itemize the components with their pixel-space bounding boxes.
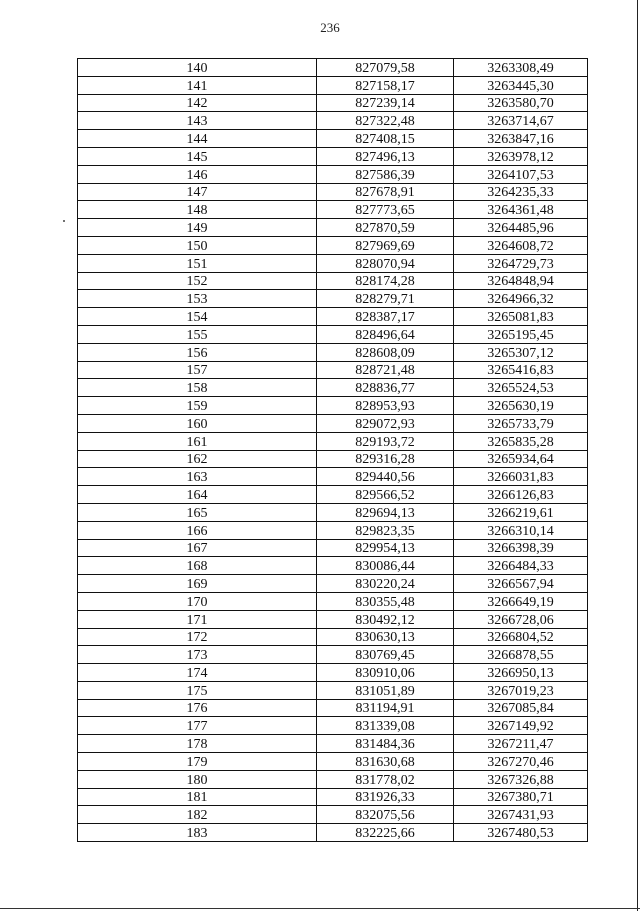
table-row xyxy=(78,610,588,628)
y-coordinate-cell: 3266126,83 xyxy=(454,486,588,504)
y-coordinate-cell: 3266728,06 xyxy=(454,610,588,628)
x-coordinate-cell: 829316,28 xyxy=(317,450,454,468)
point-number-cell: 161 xyxy=(78,432,317,450)
y-coordinate-cell: 3263308,49 xyxy=(454,59,588,77)
y-coordinate-cell: 3267270,46 xyxy=(454,753,588,771)
x-coordinate-cell: 829823,35 xyxy=(317,521,454,539)
y-coordinate-cell: 3264729,73 xyxy=(454,254,588,272)
point-number-cell: 154 xyxy=(78,308,317,326)
point-number-cell: 179 xyxy=(78,753,317,771)
point-number-cell: 156 xyxy=(78,343,317,361)
x-coordinate-cell: 830630,13 xyxy=(317,628,454,646)
x-coordinate-cell: 829440,56 xyxy=(317,468,454,486)
x-coordinate-cell: 829072,93 xyxy=(317,414,454,432)
table-row xyxy=(78,486,588,504)
table-row xyxy=(78,59,588,77)
table-row xyxy=(78,379,588,397)
y-coordinate-cell: 3266031,83 xyxy=(454,468,588,486)
x-coordinate-cell: 830086,44 xyxy=(317,557,454,575)
point-number-cell: 151 xyxy=(78,254,317,272)
y-coordinate-cell: 3264107,53 xyxy=(454,165,588,183)
y-coordinate-cell: 3267211,47 xyxy=(454,735,588,753)
point-number-cell: 171 xyxy=(78,610,317,628)
point-number-cell: 163 xyxy=(78,468,317,486)
point-number-cell: 142 xyxy=(78,94,317,112)
point-number-cell: 148 xyxy=(78,201,317,219)
y-coordinate-cell: 3266310,14 xyxy=(454,521,588,539)
point-number-cell: 145 xyxy=(78,147,317,165)
y-coordinate-cell: 3267431,93 xyxy=(454,806,588,824)
y-coordinate-cell: 3264485,96 xyxy=(454,219,588,237)
x-coordinate-cell: 827586,39 xyxy=(317,165,454,183)
y-coordinate-cell: 3265081,83 xyxy=(454,308,588,326)
point-number-cell: 157 xyxy=(78,361,317,379)
y-coordinate-cell: 3265195,45 xyxy=(454,325,588,343)
point-number-cell: 144 xyxy=(78,130,317,148)
point-number-cell: 182 xyxy=(78,806,317,824)
table-row xyxy=(78,414,588,432)
y-coordinate-cell: 3264235,33 xyxy=(454,183,588,201)
y-coordinate-cell: 3264608,72 xyxy=(454,236,588,254)
y-coordinate-cell: 3263714,67 xyxy=(454,112,588,130)
table-row xyxy=(78,503,588,521)
y-coordinate-cell: 3264848,94 xyxy=(454,272,588,290)
point-number-cell: 174 xyxy=(78,664,317,682)
table-row xyxy=(78,325,588,343)
point-number-cell: 167 xyxy=(78,539,317,557)
point-number-cell: 141 xyxy=(78,76,317,94)
point-number-cell: 172 xyxy=(78,628,317,646)
x-coordinate-cell: 831051,89 xyxy=(317,681,454,699)
y-coordinate-cell: 3265416,83 xyxy=(454,361,588,379)
x-coordinate-cell: 828174,28 xyxy=(317,272,454,290)
point-number-cell: 150 xyxy=(78,236,317,254)
table-row xyxy=(78,788,588,806)
x-coordinate-cell: 831926,33 xyxy=(317,788,454,806)
x-coordinate-cell: 827239,14 xyxy=(317,94,454,112)
page-edge-right xyxy=(637,0,638,911)
y-coordinate-cell: 3267326,88 xyxy=(454,770,588,788)
table-row xyxy=(78,539,588,557)
x-coordinate-cell: 828070,94 xyxy=(317,254,454,272)
y-coordinate-cell: 3263847,16 xyxy=(454,130,588,148)
point-number-cell: 160 xyxy=(78,414,317,432)
y-coordinate-cell: 3265733,79 xyxy=(454,414,588,432)
table-row xyxy=(78,699,588,717)
y-coordinate-cell: 3264361,48 xyxy=(454,201,588,219)
y-coordinate-cell: 3266567,94 xyxy=(454,575,588,593)
x-coordinate-cell: 828496,64 xyxy=(317,325,454,343)
table-row xyxy=(78,76,588,94)
x-coordinate-cell: 831630,68 xyxy=(317,753,454,771)
point-number-cell: 155 xyxy=(78,325,317,343)
y-coordinate-cell: 3267085,84 xyxy=(454,699,588,717)
table-row xyxy=(78,681,588,699)
coordinates-table-body xyxy=(78,59,588,842)
point-number-cell: 175 xyxy=(78,681,317,699)
point-number-cell: 162 xyxy=(78,450,317,468)
x-coordinate-cell: 829954,13 xyxy=(317,539,454,557)
x-coordinate-cell: 830355,48 xyxy=(317,592,454,610)
x-coordinate-cell: 828721,48 xyxy=(317,361,454,379)
table-row xyxy=(78,397,588,415)
point-number-cell: 166 xyxy=(78,521,317,539)
y-coordinate-cell: 3267380,71 xyxy=(454,788,588,806)
point-number-cell: 169 xyxy=(78,575,317,593)
x-coordinate-cell: 831339,08 xyxy=(317,717,454,735)
scan-speck xyxy=(63,220,65,222)
table-row xyxy=(78,290,588,308)
x-coordinate-cell: 831194,91 xyxy=(317,699,454,717)
x-coordinate-cell: 827322,48 xyxy=(317,112,454,130)
x-coordinate-cell: 830769,45 xyxy=(317,646,454,664)
point-number-cell: 181 xyxy=(78,788,317,806)
x-coordinate-cell: 827870,59 xyxy=(317,219,454,237)
x-coordinate-cell: 832075,56 xyxy=(317,806,454,824)
x-coordinate-cell: 827678,91 xyxy=(317,183,454,201)
x-coordinate-cell: 829694,13 xyxy=(317,503,454,521)
point-number-cell: 170 xyxy=(78,592,317,610)
table-row xyxy=(78,219,588,237)
table-row xyxy=(78,628,588,646)
table-row xyxy=(78,147,588,165)
table-row xyxy=(78,664,588,682)
y-coordinate-cell: 3266878,55 xyxy=(454,646,588,664)
x-coordinate-cell: 832225,66 xyxy=(317,824,454,842)
x-coordinate-cell: 827158,17 xyxy=(317,76,454,94)
table-row xyxy=(78,432,588,450)
x-coordinate-cell: 827496,13 xyxy=(317,147,454,165)
x-coordinate-cell: 828953,93 xyxy=(317,397,454,415)
y-coordinate-cell: 3267480,53 xyxy=(454,824,588,842)
x-coordinate-cell: 829193,72 xyxy=(317,432,454,450)
table-row xyxy=(78,806,588,824)
point-number-cell: 177 xyxy=(78,717,317,735)
point-number-cell: 152 xyxy=(78,272,317,290)
y-coordinate-cell: 3266398,39 xyxy=(454,539,588,557)
table-row xyxy=(78,646,588,664)
y-coordinate-cell: 3265307,12 xyxy=(454,343,588,361)
x-coordinate-cell: 830492,12 xyxy=(317,610,454,628)
y-coordinate-cell: 3266950,13 xyxy=(454,664,588,682)
table-row xyxy=(78,450,588,468)
point-number-cell: 176 xyxy=(78,699,317,717)
x-coordinate-cell: 827408,15 xyxy=(317,130,454,148)
table-row xyxy=(78,753,588,771)
point-number-cell: 159 xyxy=(78,397,317,415)
y-coordinate-cell: 3266219,61 xyxy=(454,503,588,521)
point-number-cell: 158 xyxy=(78,379,317,397)
x-coordinate-cell: 828279,71 xyxy=(317,290,454,308)
table-row xyxy=(78,94,588,112)
table-row xyxy=(78,201,588,219)
point-number-cell: 180 xyxy=(78,770,317,788)
x-coordinate-cell: 830910,06 xyxy=(317,664,454,682)
x-coordinate-cell: 827079,58 xyxy=(317,59,454,77)
y-coordinate-cell: 3263978,12 xyxy=(454,147,588,165)
y-coordinate-cell: 3263445,30 xyxy=(454,76,588,94)
y-coordinate-cell: 3267149,92 xyxy=(454,717,588,735)
table-row xyxy=(78,236,588,254)
table-row xyxy=(78,824,588,842)
table-row xyxy=(78,343,588,361)
point-number-cell: 173 xyxy=(78,646,317,664)
y-coordinate-cell: 3265835,28 xyxy=(454,432,588,450)
table-row xyxy=(78,308,588,326)
table-row xyxy=(78,130,588,148)
coordinates-table xyxy=(77,58,588,842)
y-coordinate-cell: 3265524,53 xyxy=(454,379,588,397)
table-row xyxy=(78,575,588,593)
y-coordinate-cell: 3266484,33 xyxy=(454,557,588,575)
y-coordinate-cell: 3266649,19 xyxy=(454,592,588,610)
x-coordinate-cell: 831778,02 xyxy=(317,770,454,788)
point-number-cell: 149 xyxy=(78,219,317,237)
table-row xyxy=(78,592,588,610)
y-coordinate-cell: 3263580,70 xyxy=(454,94,588,112)
table-row xyxy=(78,112,588,130)
y-coordinate-cell: 3265934,64 xyxy=(454,450,588,468)
point-number-cell: 147 xyxy=(78,183,317,201)
x-coordinate-cell: 827773,65 xyxy=(317,201,454,219)
y-coordinate-cell: 3266804,52 xyxy=(454,628,588,646)
table-row xyxy=(78,272,588,290)
point-number-cell: 183 xyxy=(78,824,317,842)
x-coordinate-cell: 830220,24 xyxy=(317,575,454,593)
table-row xyxy=(78,165,588,183)
x-coordinate-cell: 831484,36 xyxy=(317,735,454,753)
x-coordinate-cell: 828387,17 xyxy=(317,308,454,326)
point-number-cell: 178 xyxy=(78,735,317,753)
x-coordinate-cell: 827969,69 xyxy=(317,236,454,254)
y-coordinate-cell: 3267019,23 xyxy=(454,681,588,699)
x-coordinate-cell: 828836,77 xyxy=(317,379,454,397)
y-coordinate-cell: 3264966,32 xyxy=(454,290,588,308)
point-number-cell: 168 xyxy=(78,557,317,575)
table-row xyxy=(78,770,588,788)
point-number-cell: 143 xyxy=(78,112,317,130)
table-row xyxy=(78,521,588,539)
point-number-cell: 164 xyxy=(78,486,317,504)
point-number-cell: 146 xyxy=(78,165,317,183)
page-edge-bottom xyxy=(0,908,640,909)
table-row xyxy=(78,557,588,575)
table-row xyxy=(78,361,588,379)
y-coordinate-cell: 3265630,19 xyxy=(454,397,588,415)
point-number-cell: 153 xyxy=(78,290,317,308)
table-row xyxy=(78,254,588,272)
point-number-cell: 165 xyxy=(78,503,317,521)
table-row xyxy=(78,183,588,201)
point-number-cell: 140 xyxy=(78,59,317,77)
page-number: 236 xyxy=(320,20,340,35)
table-row xyxy=(78,468,588,486)
table-row xyxy=(78,735,588,753)
table-row xyxy=(78,717,588,735)
x-coordinate-cell: 829566,52 xyxy=(317,486,454,504)
x-coordinate-cell: 828608,09 xyxy=(317,343,454,361)
